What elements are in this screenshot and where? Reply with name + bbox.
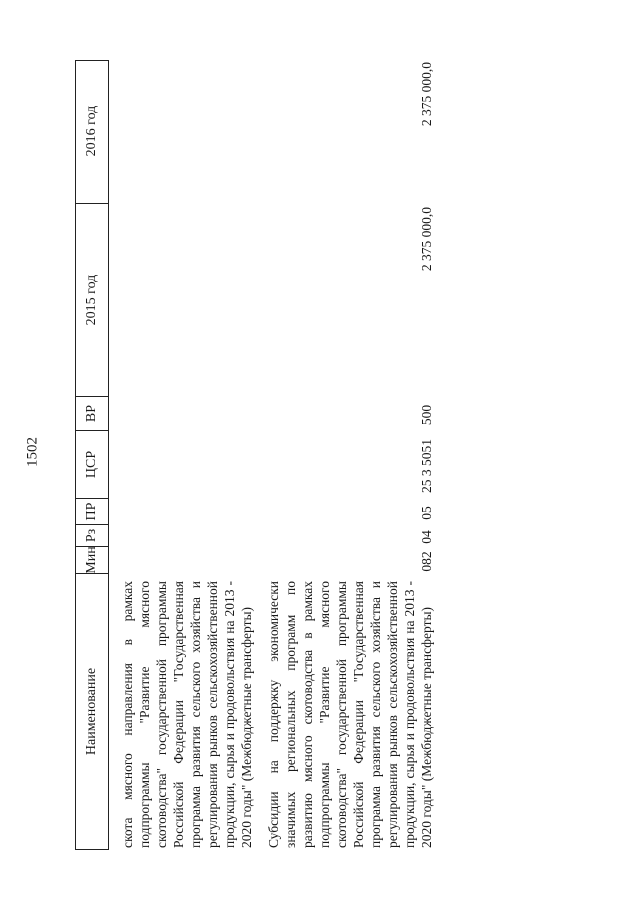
row-2015 xyxy=(119,205,255,398)
row-2016: 2 375 000,0 xyxy=(419,62,434,127)
row-name: скота мясного направления в рамках подпрограммы "Развитие мясного скотоводства" государственной программы Российской Федерации "Государственная программа развития сельского хозяйства и регулирования рынков сельскохозяйственной продукции, сырья и продовольствия на 2013 - 2020 годы" (Межбюджетные трансферты) xyxy=(120,581,254,848)
row-vr: 500 xyxy=(419,404,434,426)
header-vr: ВР xyxy=(76,397,108,431)
header-csr: ЦСР xyxy=(76,431,108,499)
header-min: Мин xyxy=(76,547,108,574)
row-csr: 25 3 5051 xyxy=(419,439,434,493)
row-pr xyxy=(119,500,255,526)
row-rz: 04 xyxy=(419,530,434,544)
row-2015: 2 375 000,0 xyxy=(419,207,434,272)
row-name: Субсидии на поддержку экономически значимых региональных программ по развитию мясного скотоводства в рамках подпрограммы "Развитие мясного скотоводства" государственной программы Российской Федерации "Государственная программа развития сельского хозяйства и регулирования рынков сельскохозяйственной продукции, сырья и продовольствия на 2013 - 2020 годы" (Межбюджетные трансферты) xyxy=(266,581,434,848)
row-vr xyxy=(119,398,255,432)
row-csr xyxy=(119,432,255,500)
header-rz: Рз xyxy=(76,525,108,547)
row-rz xyxy=(119,526,255,548)
row-2016 xyxy=(119,60,255,205)
table-header xyxy=(75,60,109,850)
header-name: Наименование xyxy=(84,667,99,756)
header-2016: 2016 год xyxy=(76,59,108,204)
budget-table xyxy=(75,60,605,850)
row-min xyxy=(119,548,255,575)
row-min: 082 xyxy=(419,551,434,572)
header-2015: 2015 год xyxy=(76,204,108,397)
row-pr: 05 xyxy=(419,506,434,520)
page-number: 1502 xyxy=(24,437,41,467)
header-pr: ПР xyxy=(76,499,108,525)
table-row xyxy=(265,60,435,850)
table-row xyxy=(119,60,255,850)
